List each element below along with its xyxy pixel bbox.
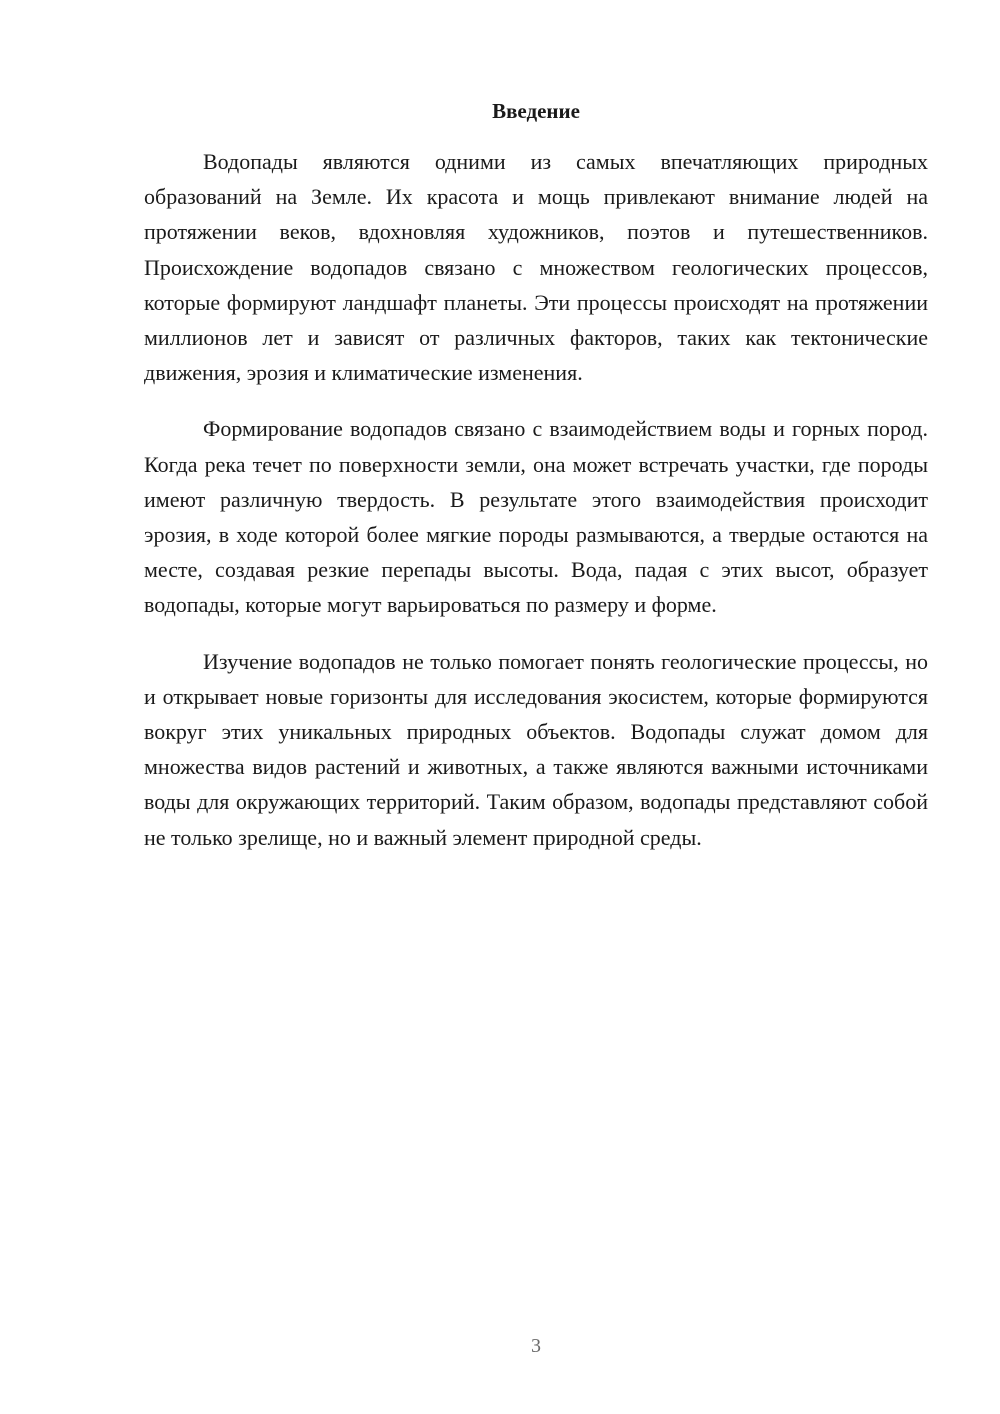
paragraph-3: Изучение водопадов не только помогает понять геологические процессы, но и открывает новые горизонты для исследования экосистем, которые формируются вокруг этих уникальных природных объектов. Водопады служат домом для множества видов растений и животных, а также являются важными источниками воды для окружающих территорий. Таким образом, водопады представляют собой не только зрелище, но и важный элемент природной среды. [144,648,928,850]
paragraph-2: Формирование водопадов связано с взаимодействием воды и горных пород. Когда река течет по поверхности земли, она может встречать участки, где породы имеют различную твердость. В результате этого взаимодействия происходит эрозия, в ходе которой более мягкие породы размываются, а твердые остаются на месте, создавая резкие перепады высоты. Вода, падая с этих высот, образует водопады, которые могут варьироваться по размеру и форме. [144,416,928,618]
page-number: 3 [531,1335,541,1357]
page-heading: Введение [492,99,580,123]
body-text [144,144,928,876]
paragraph-1: Водопады являются одними из самых впечатляющих природных образований на Земле. Их красота и мощь привлекают внимание людей на протяжении веков, вдохновляя художников, поэтов и путешественников. Происхождение водопадов связано с множеством геологических процессов, которые формируют ландшафт планеты. Эти процессы происходят на протяжении миллионов лет и зависят от различных факторов, таких как тектонические движения, эрозия и климатические изменения. [144,149,928,386]
